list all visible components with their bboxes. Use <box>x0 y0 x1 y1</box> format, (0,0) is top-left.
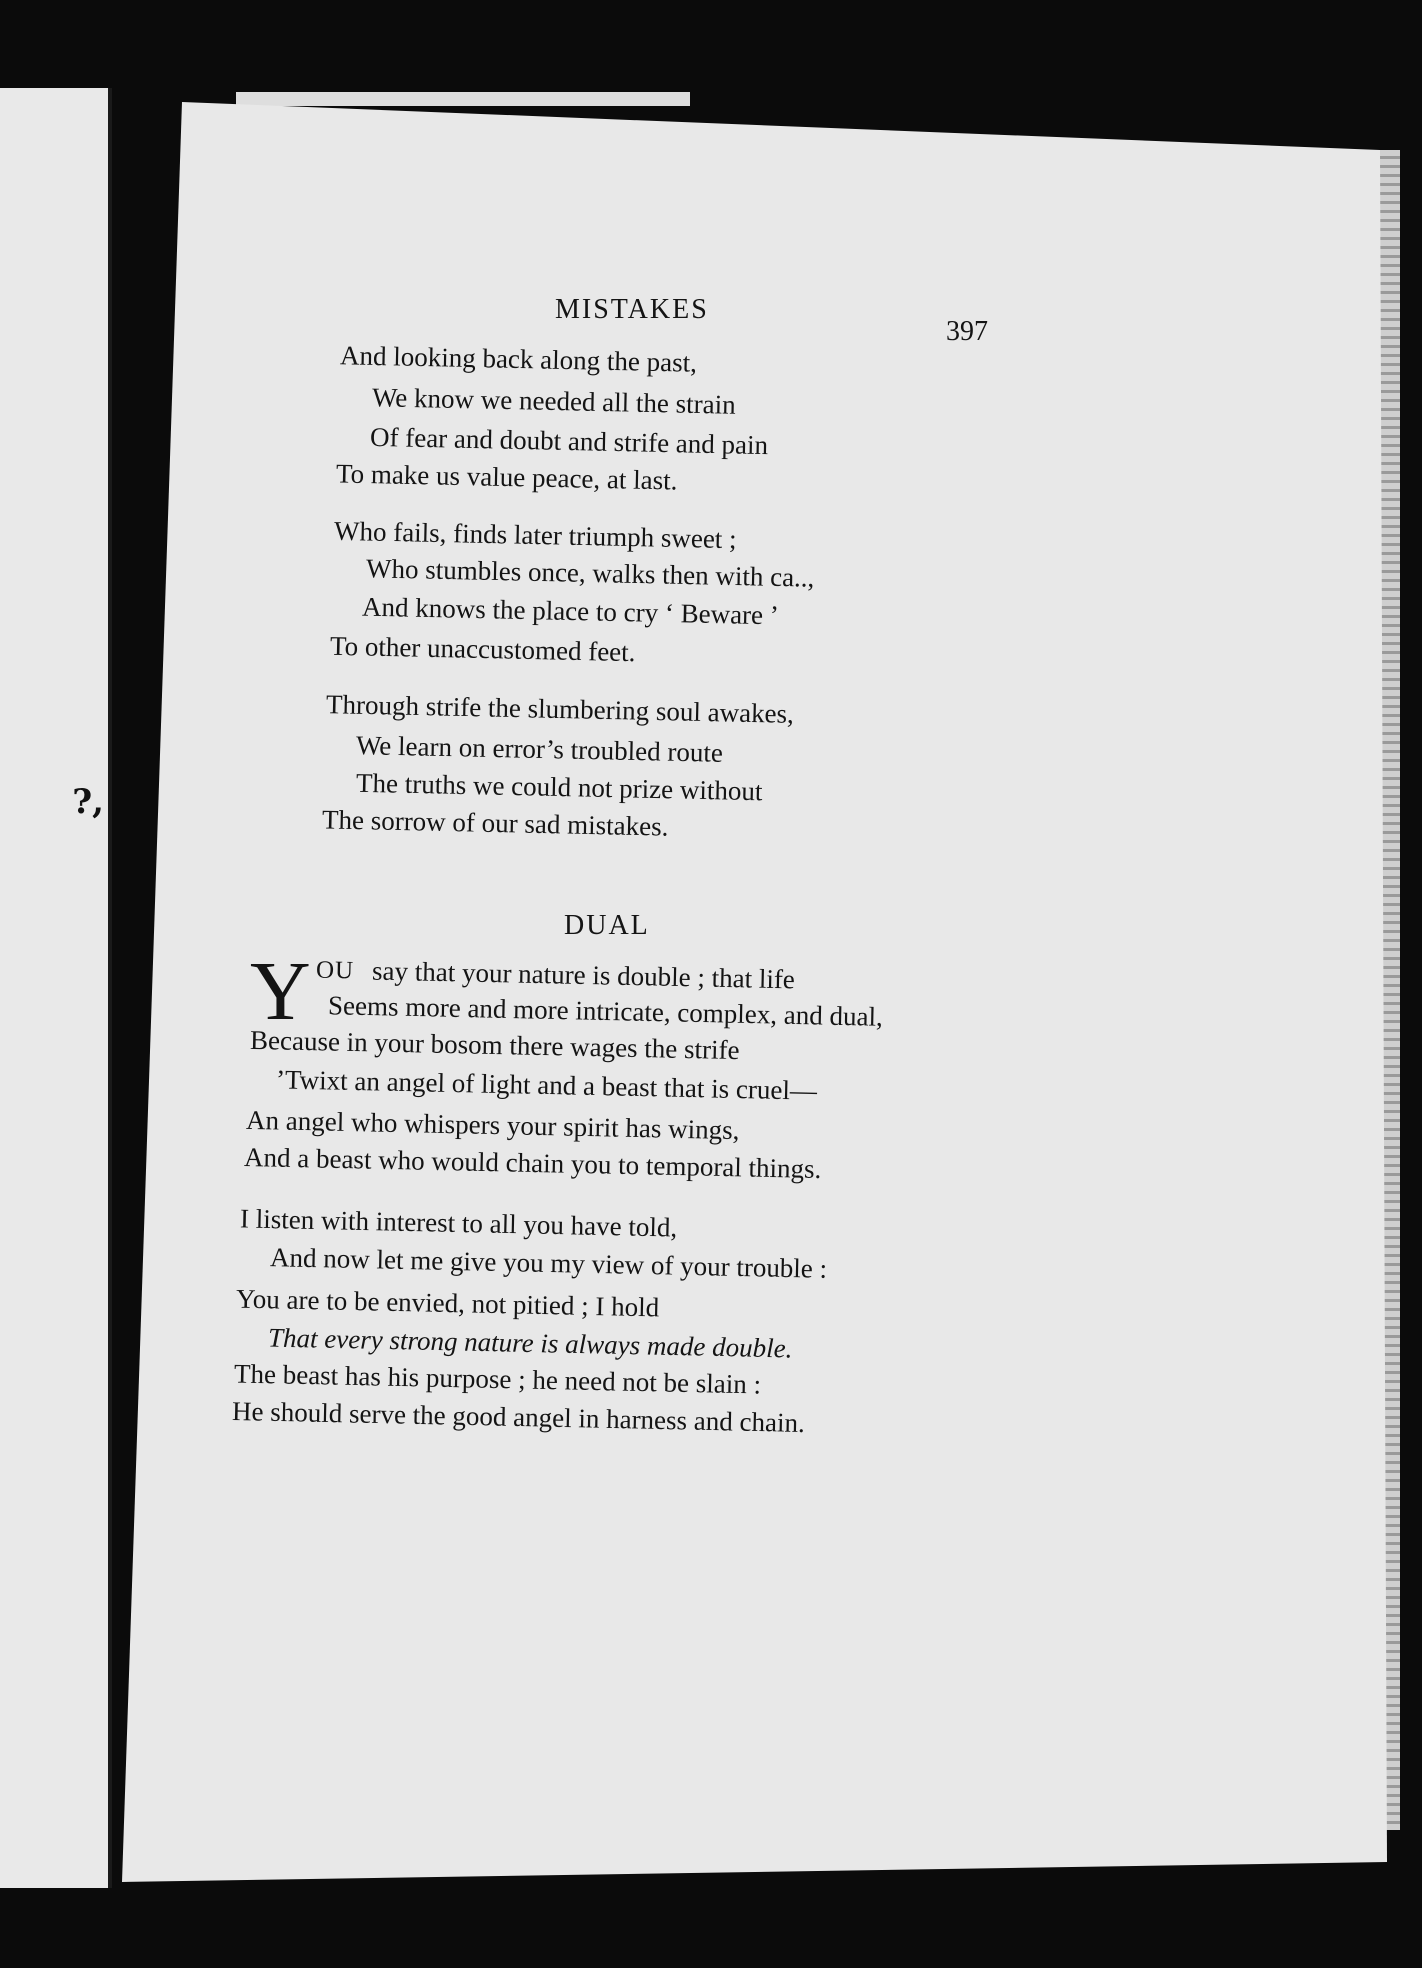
mistakes-line: To make us value peace, at last. <box>335 458 678 496</box>
dual-line: say that your nature is double ; that life <box>371 955 796 995</box>
dual-line: You are to be envied, not pitied ; I hold <box>235 1283 660 1323</box>
mistakes-line: And knows the place to cry ‘ Beware ’ <box>361 591 780 631</box>
mistakes-line: To other unaccustomed feet. <box>329 630 636 668</box>
dual-line: And a beast who would chain you to temporal things. <box>243 1141 822 1185</box>
mistakes-line: We know we needed all the strain <box>371 382 736 420</box>
page-number: 397 <box>946 316 988 347</box>
dual-line: Because in your bosom there wages the strife <box>249 1024 740 1066</box>
dual-line: Seems more and more intricate, complex, and dual, <box>327 990 884 1032</box>
dual-line: He should serve the good angel in harness and chain. <box>231 1396 806 1438</box>
dual-dropcap: Y <box>250 945 311 1038</box>
mistakes-line: And looking back along the past, <box>339 340 698 378</box>
mistakes-line: We learn on error’s troubled route <box>355 730 724 768</box>
dual-line: The beast has his purpose ; he need not be slain : <box>233 1358 762 1400</box>
left-page-mark: ?, <box>72 782 104 822</box>
dual-line: ’Twixt an angel of light and a beast that is cruel— <box>275 1064 818 1106</box>
mistakes-line: Of fear and doubt and strife and pain <box>369 421 769 461</box>
dual-line: And now let me give you my view of your trouble : <box>269 1242 828 1284</box>
mistakes-line: Who stumbles once, walks then with ca.., <box>365 553 815 593</box>
dual-line: An angel who whispers your spirit has wings, <box>245 1104 740 1146</box>
dual-first-word-rest: OU <box>315 956 355 985</box>
mistakes-line: Who fails, finds later triumph sweet ; <box>333 515 737 555</box>
dual-title: DUAL <box>564 910 650 941</box>
running-head: MISTAKES <box>555 294 709 325</box>
mistakes-line: The sorrow of our sad mistakes. <box>321 804 669 842</box>
dual-line: I listen with interest to all you have told, <box>239 1203 678 1243</box>
dual-line-italic: That every strong nature is always made double. <box>267 1322 793 1364</box>
mistakes-line: Through strife the slumbering soul awakes, <box>325 689 795 729</box>
mistakes-line: The truths we could not prize without <box>355 767 763 807</box>
